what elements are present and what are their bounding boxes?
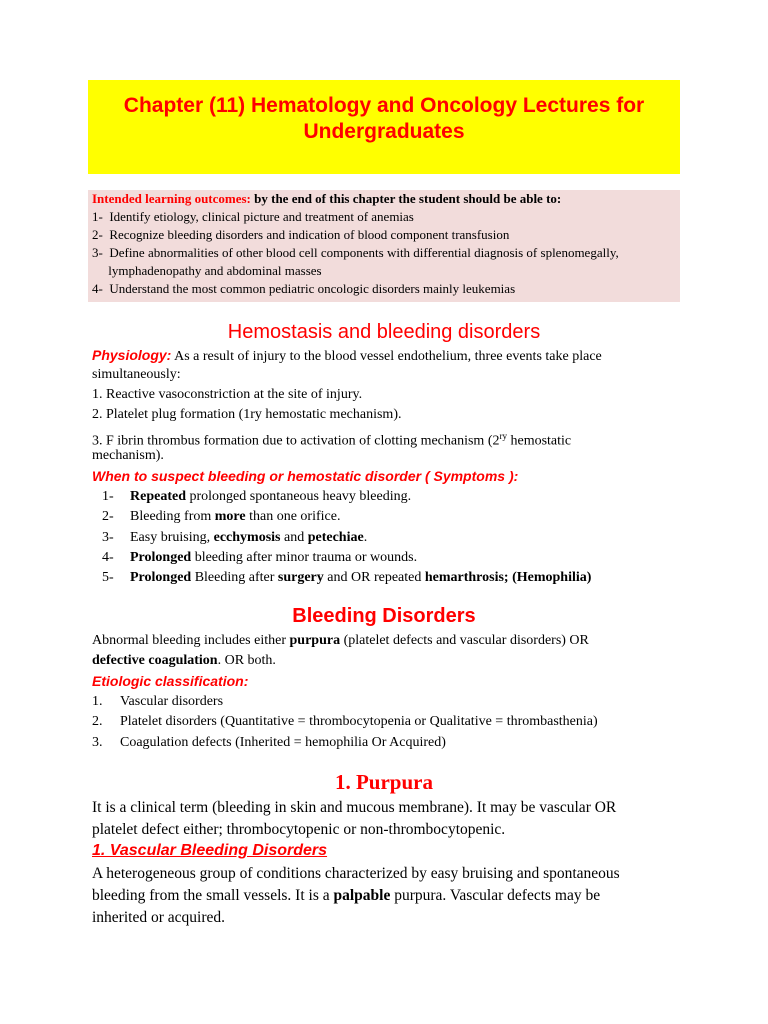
- suspect-heading: When to suspect bleeding or hemostatic disorder ( Symptoms ):: [92, 468, 519, 484]
- outcome-item: lymphadenopathy and abdominal masses: [92, 263, 322, 278]
- vascular-paragraph-end: inherited or acquired.: [92, 909, 225, 926]
- physiology-paragraph-cont: simultaneously:: [92, 367, 181, 382]
- event-item: 3. F ibrin thrombus formation due to activation of clotting mechanism ($2^{ry}$ hemostatic: [92, 431, 572, 449]
- outcome-item: 4- Understand the most common pediatric oncologic disorders mainly leukemias: [92, 281, 516, 296]
- learning-outcomes-intro: Intended learning outcomes: by the end of this chapter the student should be able to:: [92, 191, 562, 206]
- classification-item: 1. Vascular disorders: [92, 694, 224, 709]
- classification-item: 3. Coagulation defects (Inherited = hemophilia Or Acquired): [92, 735, 446, 750]
- symptom-item: 2- Bleeding from more than one orifice.: [102, 509, 341, 524]
- event-item-cont: mechanism).: [92, 448, 164, 463]
- vascular-paragraph-cont: bleeding from the small vessels. It is a palpable purpura. Vascular defects may be: [92, 887, 601, 904]
- bleeding-paragraph: Abnormal bleeding includes either purpura (platelet defects and vascular disorders) OR: [92, 633, 589, 648]
- chapter-title: Chapter (11) Hematology and Oncology Lectures for Undergraduates: [123, 94, 645, 143]
- symptom-item: 1- Repeated prolonged spontaneous heavy bleeding.: [102, 489, 412, 504]
- event-item: 2. Platelet plug formation (1ry hemostatic mechanism).: [92, 407, 402, 422]
- symptom-item: 5- Prolonged Bleeding after surgery and OR repeated hemarthrosis; (Hemophilia): [102, 570, 592, 585]
- event-item: 1. Reactive vasoconstriction at the site of injury.: [92, 387, 363, 402]
- bleeding-disorders-heading: Bleeding Disorders: [292, 605, 476, 627]
- outcome-item: 1- Identify etiology, clinical picture and treatment of anemias: [92, 209, 414, 224]
- learning-outcomes-box: [88, 190, 680, 302]
- purpura-paragraph: It is a clinical term (bleeding in skin and mucous membrane). It may be vascular OR: [92, 799, 617, 816]
- etiologic-heading: Etiologic classification:: [92, 673, 249, 689]
- outcome-item: 2- Recognize bleeding disorders and indication of blood component transfusion: [92, 227, 510, 242]
- symptom-item: 3- Easy bruising, ecchymosis and petechiae.: [102, 530, 368, 545]
- symptom-item: 4- Prolonged bleeding after minor trauma or wounds.: [102, 550, 418, 565]
- vascular-bleeding-heading: 1. Vascular Bleeding Disorders: [92, 842, 328, 859]
- chapter-title-box: [88, 80, 680, 174]
- classification-item: 2. Platelet disorders (Quantitative = thrombocytopenia or Qualitative = thrombasthenia): [92, 714, 598, 729]
- outcome-item: 3- Define abnormalities of other blood cell components with differential diagnosis of splenomegally,: [92, 245, 619, 260]
- purpura-heading: 1. Purpura: [334, 770, 433, 794]
- physiology-paragraph: Physiology: As a result of injury to the blood vessel endothelium, three events take place: [92, 347, 602, 364]
- purpura-paragraph-cont: platelet defect either; thrombocytopenic or non-thrombocytopenic.: [92, 821, 506, 838]
- bleeding-paragraph-cont: defective coagulation. OR both.: [92, 653, 276, 668]
- vascular-paragraph: A heterogeneous group of conditions characterized by easy bruising and spontaneous: [92, 865, 620, 882]
- hemostasis-heading: Hemostasis and bleeding disorders: [227, 321, 541, 343]
